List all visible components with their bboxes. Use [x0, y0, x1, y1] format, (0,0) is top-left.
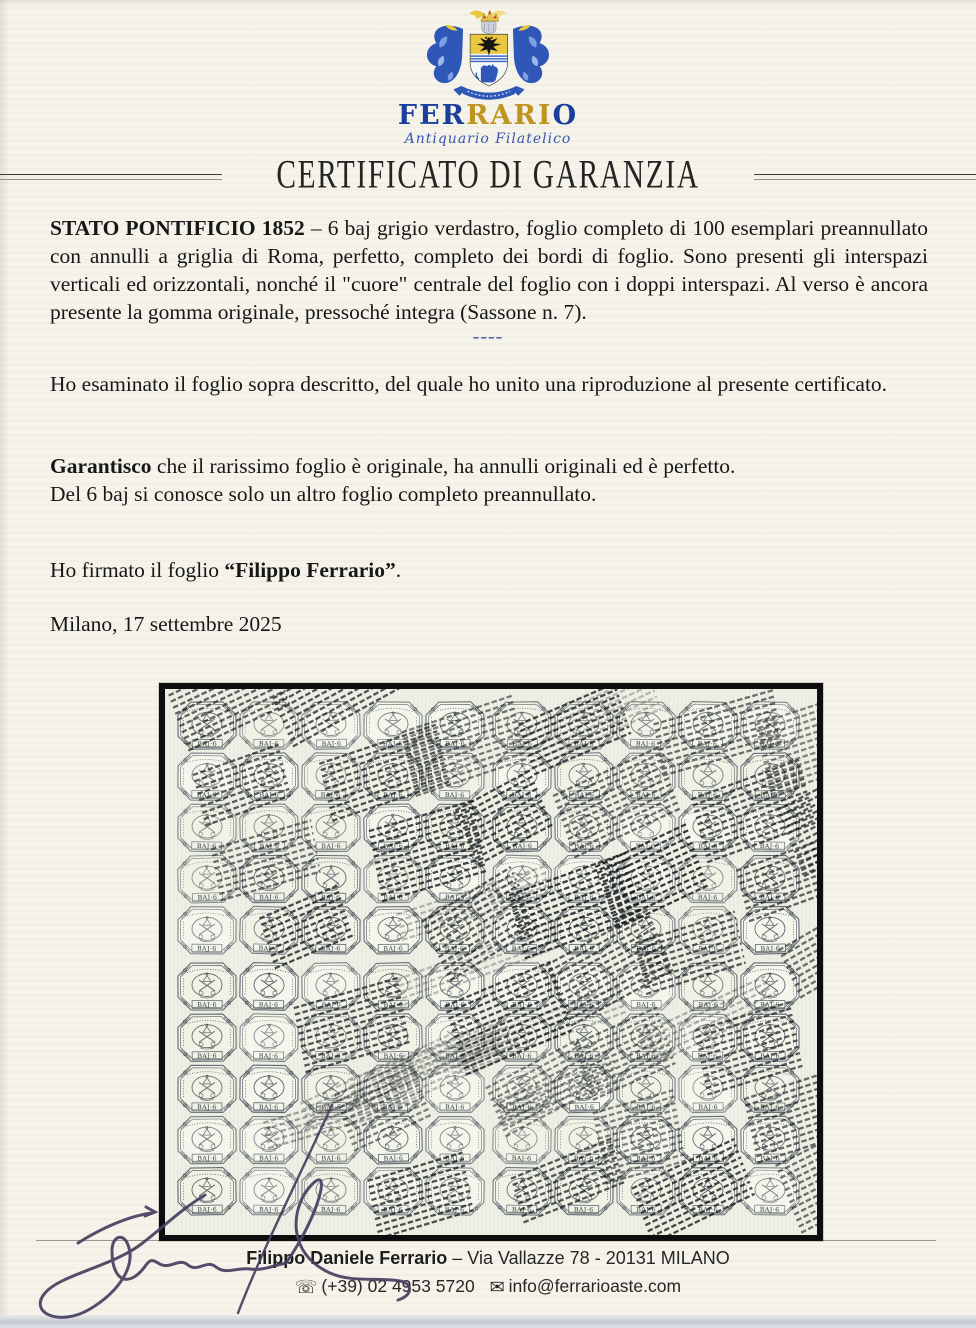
svg-text:BAJ·6: BAJ·6: [574, 1052, 594, 1061]
svg-text:BAJ·6: BAJ·6: [445, 894, 465, 902]
svg-text:BAJ·6: BAJ·6: [383, 791, 403, 800]
svg-text:BAJ·6: BAJ·6: [635, 1052, 656, 1061]
svg-text:BAJ·6: BAJ·6: [636, 945, 657, 953]
svg-text:BAJ·6: BAJ·6: [698, 1001, 719, 1010]
svg-text:BAJ·6: BAJ·6: [320, 791, 341, 800]
svg-text:BAJ·6: BAJ·6: [197, 1052, 218, 1061]
signing-statement: Ho firmato il foglio “Filippo Ferrario”.: [50, 558, 402, 582]
title-rule-right: [754, 174, 976, 180]
svg-text:BAJ·6: BAJ·6: [445, 1155, 465, 1163]
svg-text:BAJ·6: BAJ·6: [759, 1206, 780, 1214]
svg-text:BAJ·6: BAJ·6: [635, 1155, 656, 1163]
svg-text:BAJ·6: BAJ·6: [574, 1103, 595, 1112]
footer: [0, 1248, 976, 1297]
email-address: info@ferrarioaste.com: [508, 1276, 682, 1296]
guarantee-paragraph-line2: Del 6 baj si conosce solo un altro foglio completo preannullato.: [50, 482, 597, 506]
svg-text:BAJ·6: BAJ·6: [760, 791, 781, 800]
stamp-sheet-photo: [159, 683, 823, 1241]
certificate-title-bar: [42, 152, 934, 198]
svg-text:BAJ·6: BAJ·6: [698, 1155, 719, 1163]
svg-text:BAJ·6: BAJ·6: [635, 842, 656, 851]
svg-text:BAJ·6: BAJ·6: [511, 1206, 532, 1214]
svg-text:BAJ·6: BAJ·6: [383, 1155, 404, 1163]
examination-paragraph: Ho esaminato il foglio sopra descritto, del quale ho unito una riproduzione al presente certificato.: [50, 372, 888, 396]
svg-text:BAJ·6: BAJ·6: [698, 843, 718, 851]
svg-text:BAJ·6: BAJ·6: [511, 945, 532, 953]
svg-text:BAJ·6: BAJ·6: [321, 843, 342, 851]
svg-text:BAJ·6: BAJ·6: [320, 945, 341, 953]
svg-text:BAJ·6: BAJ·6: [444, 945, 465, 953]
stamp: [741, 1167, 800, 1215]
certificate-title: CERTIFICATO DI GARANZIA: [276, 152, 700, 197]
stamp-sheet-image: [165, 689, 817, 1235]
stamp: [178, 907, 236, 954]
svg-text:BAJ·6: BAJ·6: [511, 1155, 532, 1163]
stamp: [240, 1065, 299, 1113]
svg-text:BAJ·6: BAJ·6: [636, 1206, 657, 1214]
svg-text:BAJ·6: BAJ·6: [698, 945, 719, 953]
crest-mantling-left: [427, 25, 463, 83]
svg-text:BAJ·6: BAJ·6: [511, 791, 532, 800]
svg-text:BAJ·6: BAJ·6: [574, 791, 595, 800]
svg-text:BAJ·6: BAJ·6: [760, 1155, 781, 1163]
svg-text:BAJ·6: BAJ·6: [512, 1001, 532, 1009]
stamp: [240, 962, 299, 1010]
svg-text:BAJ·6: BAJ·6: [259, 894, 280, 902]
svg-text:BAJ·6: BAJ·6: [197, 1104, 217, 1112]
stamp: [492, 804, 551, 853]
stamp: [240, 1117, 298, 1164]
svg-text:BAJ·6: BAJ·6: [760, 1052, 781, 1061]
svg-text:BAJ·6: BAJ·6: [383, 842, 404, 851]
svg-text:BAJ·6: BAJ·6: [258, 1052, 279, 1061]
svg-text:BAJ·6: BAJ·6: [698, 1104, 719, 1112]
svg-text:BAJ·6: BAJ·6: [574, 843, 595, 851]
svg-text:BAJ·6: BAJ·6: [573, 1206, 594, 1214]
svg-text:BAJ·6: BAJ·6: [445, 843, 465, 851]
guarantee-paragraph-line1: Garantisco che il rarissimo foglio è originale, ha annulli originali ed è perfetto.: [50, 454, 736, 478]
svg-text:BAJ·6: BAJ·6: [512, 740, 533, 748]
stamp: [426, 1117, 484, 1164]
ferrario-wordmark: FERRARIO: [397, 100, 579, 131]
svg-text:BAJ·6: BAJ·6: [383, 1206, 403, 1214]
stamp: [178, 1167, 237, 1215]
svg-text:BAJ·6: BAJ·6: [445, 740, 466, 748]
svg-text:BAJ·6: BAJ·6: [258, 1206, 279, 1214]
svg-text:BAJ·6: BAJ·6: [759, 842, 780, 851]
svg-text:BAJ·6: BAJ·6: [321, 740, 342, 749]
svg-text:BAJ·6: BAJ·6: [759, 740, 780, 749]
crest-mantling-right: [513, 25, 549, 83]
svg-text:BAJ·6: BAJ·6: [196, 945, 217, 953]
svg-text:BAJ·6: BAJ·6: [383, 945, 404, 953]
footer-identity-line: [0, 1248, 976, 1269]
svg-text:BAJ·6: BAJ·6: [197, 1206, 218, 1214]
svg-text:BAJ·6: BAJ·6: [196, 791, 217, 800]
svg-text:BAJ·6: BAJ·6: [197, 1155, 218, 1163]
logo-tagline: Antiquario Filatelico: [404, 131, 572, 147]
svg-text:BAJ·6: BAJ·6: [444, 1206, 465, 1214]
svg-text:BAJ·6: BAJ·6: [258, 945, 279, 953]
svg-text:BAJ·6: BAJ·6: [197, 740, 218, 748]
svg-text:BAJ·6: BAJ·6: [320, 1052, 341, 1061]
scan-edge-strip: [0, 1315, 976, 1328]
svg-text:BAJ·6: BAJ·6: [383, 1001, 404, 1010]
crest-crown-icon: [469, 10, 506, 33]
svg-text:BAJ·6: BAJ·6: [383, 1052, 404, 1061]
svg-text:BAJ·6: BAJ·6: [321, 1103, 342, 1112]
svg-text:BAJ·6: BAJ·6: [444, 791, 465, 800]
stamp: [302, 1168, 360, 1216]
svg-text:BAJ·6: BAJ·6: [445, 1104, 465, 1112]
svg-text:BAJ·6: BAJ·6: [697, 791, 718, 800]
svg-text:BAJ·6: BAJ·6: [574, 894, 594, 902]
svg-text:BAJ·6: BAJ·6: [512, 1052, 532, 1061]
email-icon: ✉: [489, 1277, 505, 1297]
svg-text:BAJ·6: BAJ·6: [383, 894, 404, 902]
svg-text:BAJ·6: BAJ·6: [698, 1206, 718, 1214]
svg-text:BAJ·6: BAJ·6: [259, 1155, 279, 1163]
svg-text:BAJ·6: BAJ·6: [258, 740, 279, 748]
svg-text:BAJ·6: BAJ·6: [512, 842, 533, 851]
svg-text:BAJ·6: BAJ·6: [636, 1104, 656, 1112]
svg-text:BAJ·6: BAJ·6: [573, 1155, 594, 1163]
description-paragraph: STATO PONTIFICIO 1852 – 6 baj grigio verdastro, foglio completo di 100 esemplari preannullato con annulli a griglia di Roma, perfetto, completo dei bordi di foglio. Sono presenti gli interspazi verticali ed orizzontali, nonché il "cuore" centrale del foglio con i doppi interspazi. Al verso è ancora presente la gomma originale, pressoché integra (Sassone n. 7).: [50, 216, 928, 324]
footer-name: Filippo Daniele Ferrario: [246, 1248, 448, 1268]
ferrario-crest-icon: [408, 4, 568, 102]
svg-text:BAJ·6: BAJ·6: [636, 894, 657, 902]
svg-text:BAJ·6: BAJ·6: [196, 843, 217, 851]
svg-text:BAJ·6: BAJ·6: [760, 1001, 780, 1009]
svg-text:BAJ·6: BAJ·6: [636, 791, 656, 800]
svg-text:BAJ·6: BAJ·6: [259, 791, 280, 800]
crest-shield: [470, 34, 507, 86]
svg-text:BAJ·6: BAJ·6: [445, 1001, 466, 1009]
title-rule-left: [0, 174, 222, 180]
blue-dash-divider: ----: [472, 328, 504, 346]
svg-text:BAJ·6: BAJ·6: [574, 740, 594, 748]
stamp: [679, 1116, 738, 1164]
stamp: [302, 804, 360, 851]
crest-ribbon: [453, 86, 524, 100]
svg-text:BAJ·6: BAJ·6: [321, 1155, 342, 1163]
svg-text:BAJ·6: BAJ·6: [760, 894, 780, 902]
svg-text:BAJ·6: BAJ·6: [697, 894, 718, 902]
stamp: [178, 1065, 236, 1112]
svg-text:BAJ·6: BAJ·6: [636, 1001, 657, 1009]
stamp: [741, 1116, 800, 1164]
svg-text:BAJ·6: BAJ·6: [382, 1104, 403, 1112]
stamp: [178, 1014, 236, 1062]
stamp: [240, 1168, 298, 1216]
phone-icon: ☏: [294, 1277, 318, 1297]
svg-text:BAJ·6: BAJ·6: [697, 1052, 718, 1061]
stamp: [178, 963, 236, 1010]
svg-text:BAJ·6: BAJ·6: [320, 894, 341, 902]
stamp: [239, 1014, 298, 1062]
svg-text:BAJ·6: BAJ·6: [258, 1001, 279, 1009]
svg-text:BAJ·6: BAJ·6: [320, 1206, 341, 1214]
svg-text:BAJ·6: BAJ·6: [259, 842, 280, 851]
svg-text:BAJ·6: BAJ·6: [445, 1052, 465, 1061]
dateline: Milano, 17 settembre 2025: [50, 612, 282, 636]
svg-text:BAJ·6: BAJ·6: [382, 740, 403, 748]
svg-text:BAJ·6: BAJ·6: [759, 1104, 780, 1112]
stamp: [679, 1065, 738, 1113]
svg-text:BAJ·6: BAJ·6: [511, 894, 532, 902]
svg-text:BAJ·6: BAJ·6: [697, 740, 718, 749]
stamp: [178, 1116, 236, 1164]
phone-number: (+39) 02 4953 5720: [321, 1276, 475, 1296]
svg-text:BAJ·6: BAJ·6: [197, 894, 218, 902]
svg-text:BAJ·6: BAJ·6: [321, 1001, 342, 1010]
svg-text:BAJ·6: BAJ·6: [760, 945, 781, 953]
svg-text:BAJ·6: BAJ·6: [635, 740, 656, 748]
svg-text:BAJ·6: BAJ·6: [258, 1104, 279, 1112]
footer-address: – Via Vallazze 78 - 20131 MILANO: [447, 1248, 730, 1268]
svg-text:BAJ·6: BAJ·6: [574, 945, 595, 953]
svg-text:BAJ·6: BAJ·6: [197, 1001, 218, 1009]
footer-contact-line: [0, 1276, 976, 1297]
svg-text:BAJ·6: BAJ·6: [512, 1104, 532, 1112]
svg-text:BAJ·6: BAJ·6: [573, 1001, 594, 1009]
